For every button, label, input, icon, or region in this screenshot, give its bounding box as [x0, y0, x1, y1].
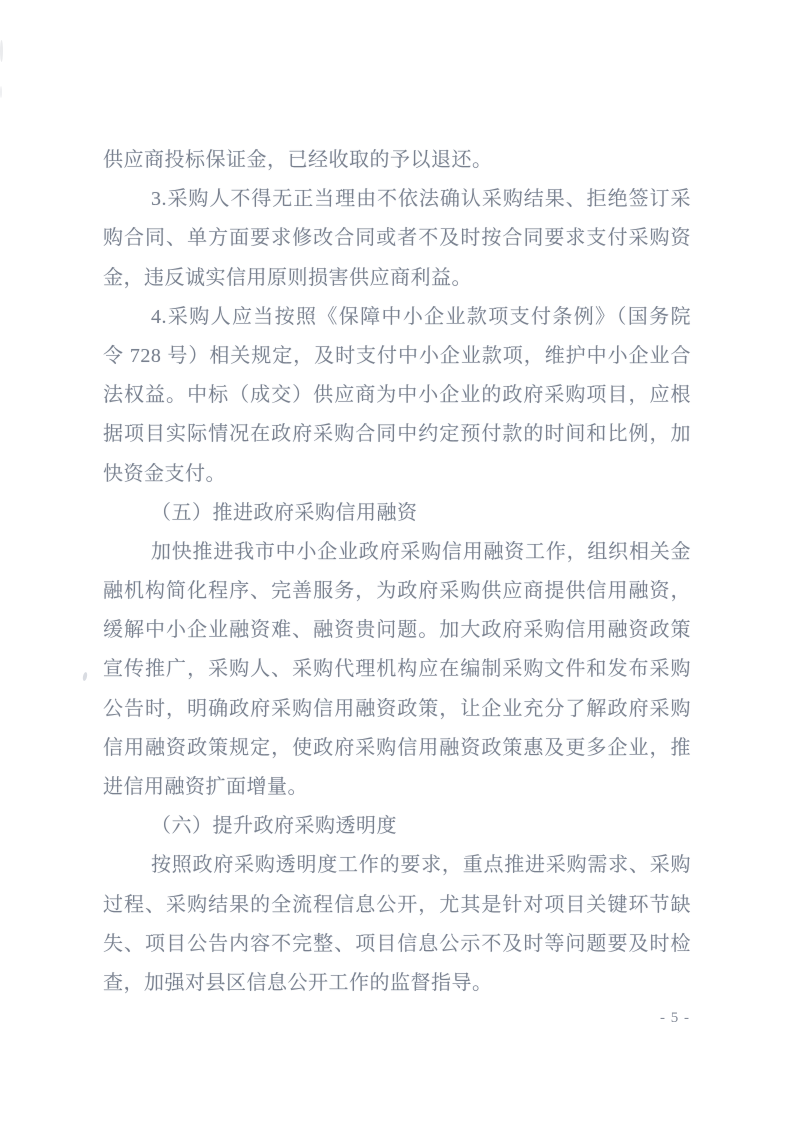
scan-artifact: [0, 40, 3, 62]
text-line: 宣传推广，采购人、采购代理机构应在编制采购文件和发布采购: [103, 658, 691, 681]
text-line: 快资金支付。: [103, 462, 226, 485]
scan-artifact: [0, 86, 2, 98]
scan-artifact: [82, 672, 88, 682]
text-line: 法权益。中标（成交）供应商为中小企业的政府采购项目，应根: [103, 384, 691, 407]
section-heading: （六）提升政府采购透明度: [151, 815, 397, 838]
text-line: 购合同、单方面要求修改合同或者不及时按合同要求支付采购资: [103, 227, 691, 250]
text-line: 进信用融资扩面增量。: [103, 776, 308, 798]
text-line: 失、项目公告内容不完整、项目信息公示不及时等问题要及时检: [103, 932, 691, 955]
text-line: 4.采购人应当按照《保障中小企业款项支付条例》（国务院: [151, 305, 691, 328]
text-line: 据项目实际情况在政府采购合同中约定预付款的时间和比例，加: [103, 423, 691, 446]
section-heading: （五）推进政府采购信用融资: [151, 501, 418, 524]
text-line: 3.采购人不得无正当理由不依法确认采购结果、拒绝签订采: [151, 188, 691, 211]
page-number: - 5 -: [660, 1010, 690, 1026]
text-line: 信用融资政策规定，使政府采购信用融资政策惠及更多企业，推: [103, 736, 691, 759]
text-line: 过程、采购结果的全流程信息公开，尤其是针对项目关键环节缺: [103, 893, 691, 916]
text-line: 查，加强对县区信息公开工作的监督指导。: [103, 971, 493, 994]
text-line: 缓解中小企业融资难、融资贵问题。加大政府采购信用融资政策: [103, 619, 691, 642]
text-line: 公告时，明确政府采购信用融资政策，让企业充分了解政府采购: [103, 697, 691, 720]
text-line: 供应商投标保证金，已经收取的予以退还。: [103, 149, 493, 171]
text-line: 按照政府采购透明度工作的要求，重点推进采购需求、采购: [151, 854, 691, 877]
text-line: 融机构简化程序、完善服务，为政府采购供应商提供信用融资，: [103, 580, 691, 603]
text-line: 令 728 号）相关规定，及时支付中小企业款项，维护中小企业合: [103, 344, 691, 367]
text-line: 加快推进我市中小企业政府采购信用融资工作，组织相关金: [151, 540, 691, 563]
text-line: 金，违反诚实信用原则损害供应商利益。: [103, 266, 472, 289]
body-text: [103, 141, 691, 1003]
